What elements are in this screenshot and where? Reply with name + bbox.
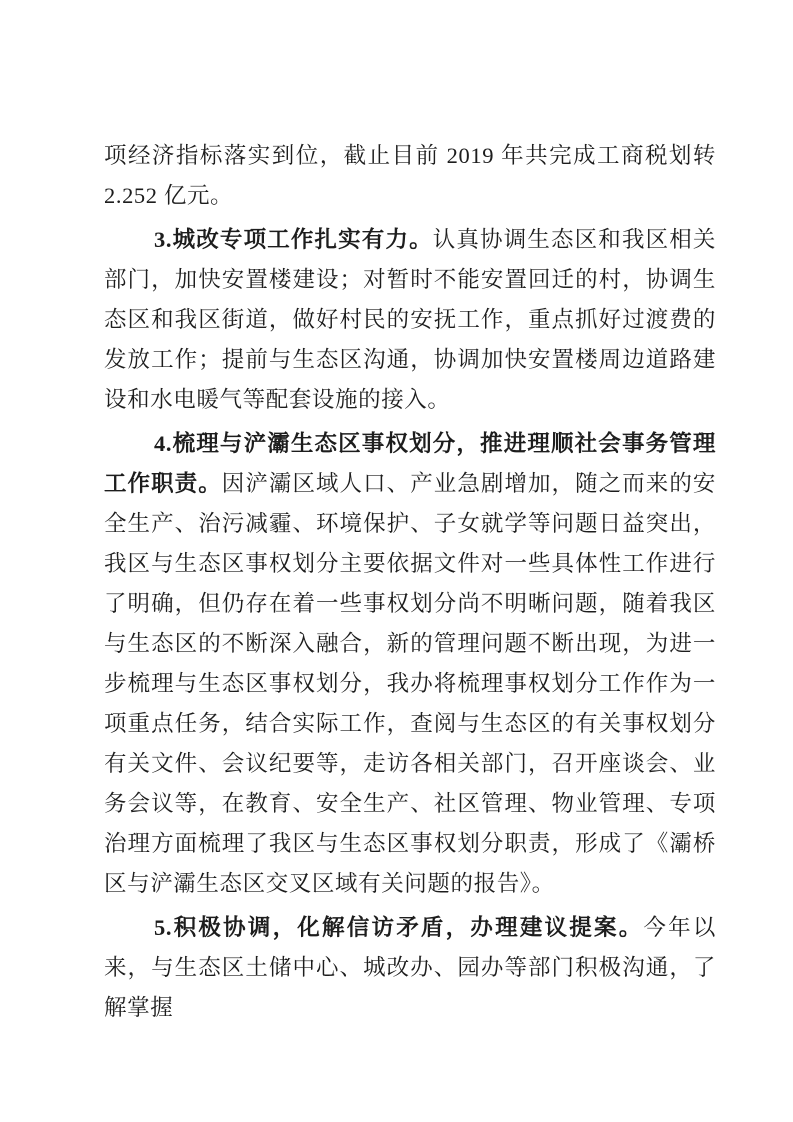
paragraph-text: 认真协调生态区和我区相关部门，加快安置楼建设；对暂时不能安置回迁的村，协调生态区和我区街道，做好村民的安抚工作，重点抓好过渡费的发放工作；提前与生态区沟通，协调加快安置楼周边道路建设和水电暖气等配套设施的接入。	[104, 227, 716, 412]
paragraph-lead: 5.积极协调，化解信访矛盾，办理建议提案。	[154, 915, 644, 940]
paragraph-text: 今年以来，与生态区土储中心、城改办、园办等部门积极沟通，了解掌握	[104, 915, 716, 1020]
paragraph-item-4	[104, 424, 716, 904]
paragraph-lead: 4.梳理与浐灞生态区事权划分，推进理顺社会事务管理工作职责。	[104, 431, 716, 496]
paragraph-item-5	[104, 908, 716, 1028]
paragraph-text: 项经济指标落实到位，截止目前 2019 年共完成工商税划转 2.252 亿元。	[104, 143, 716, 208]
paragraph-lead: 3.城改专项工作扎实有力。	[154, 227, 433, 252]
paragraph-text: 因浐灞区域人口、产业急剧增加，随之而来的安全生产、治污减霾、环境保护、子女就学等问题日益突出，我区与生态区事权划分主要依据文件对一些具体性工作进行了明确，但仍存在着一些事权划分尚不明晰问题，随着我区与生态区的不断深入融合，新的管理问题不断出现，为进一步梳理与生态区事权划分，我办将梳理事权划分工作作为一项重点任务，结合实际工作，查阅与生态区的有关事权划分有关文件、会议纪要等，走访各相关部门，召开座谈会、业务会议等，在教育、安全生产、社区管理、物业管理、专项治理方面梳理了我区与生态区事权划分职责，形成了《灞桥区与浐灞生态区交叉区域有关问题的报告》。	[104, 471, 716, 896]
paragraph-item-3	[104, 220, 716, 420]
paragraph-continuation	[104, 136, 716, 216]
document-text-block	[104, 136, 716, 1028]
